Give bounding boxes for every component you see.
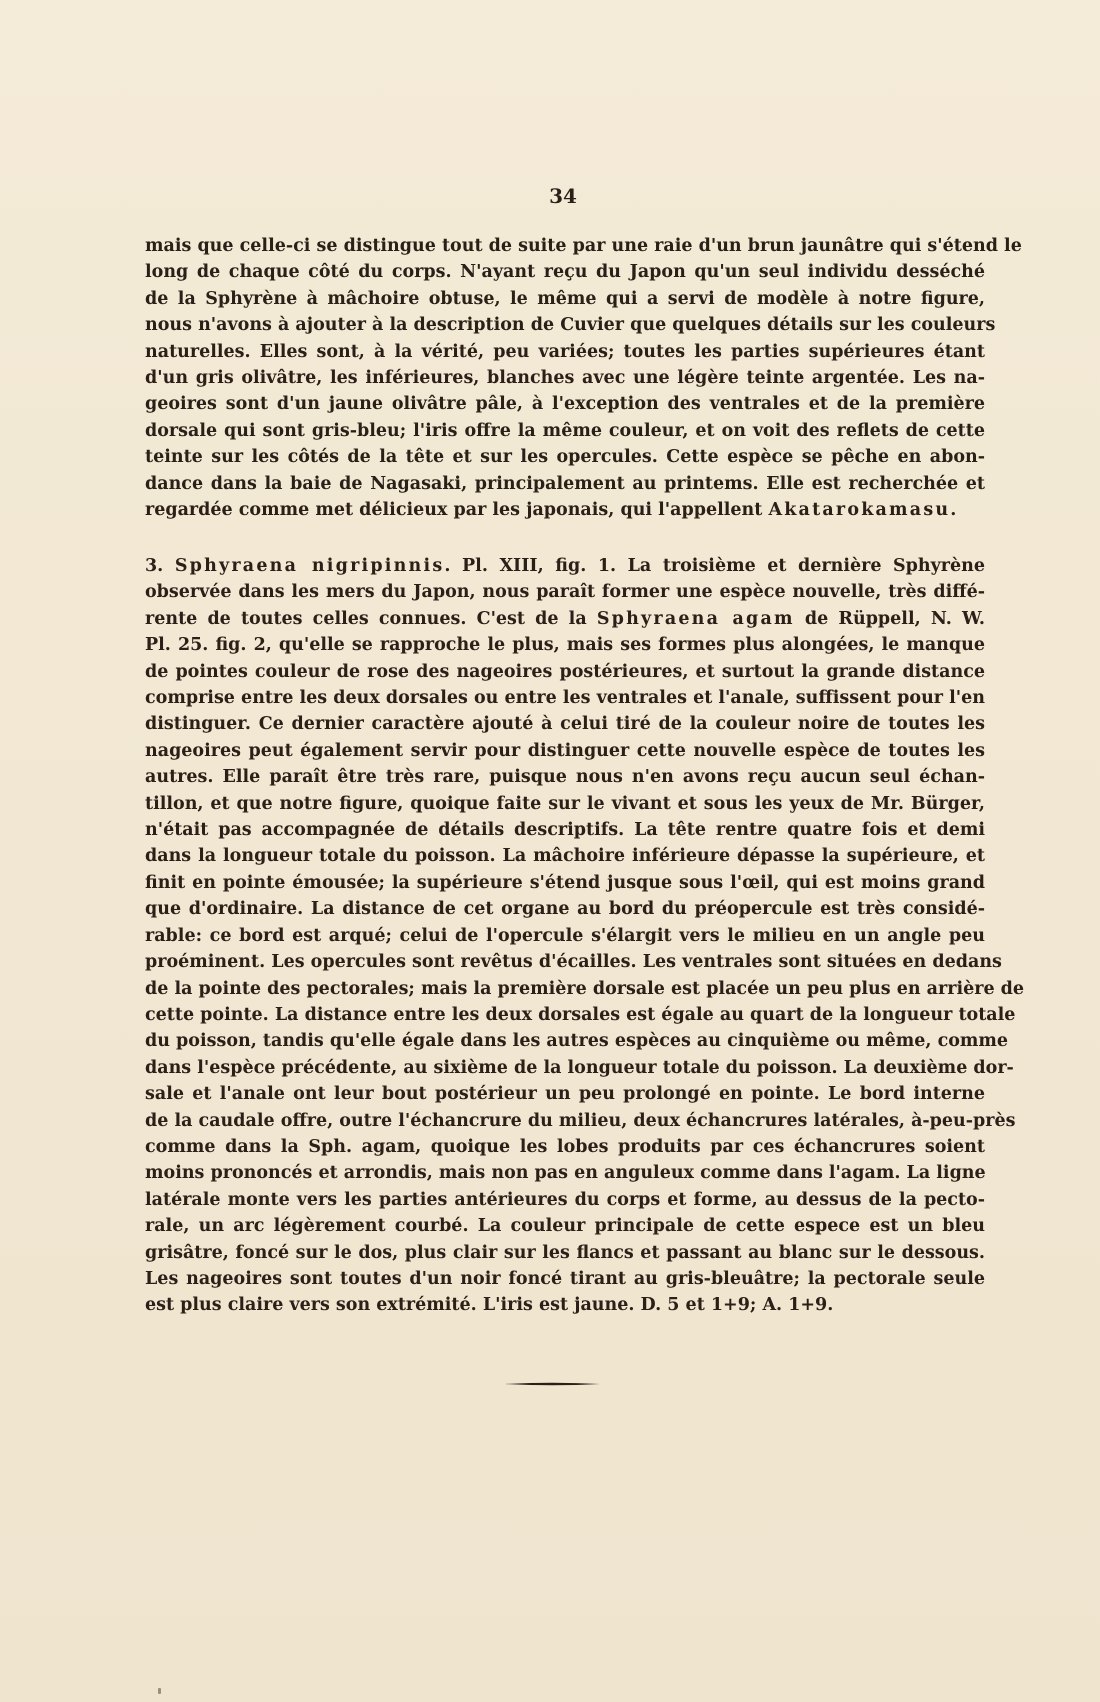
- text-run: regardée comme met délicieux par les japonais, qui l'appellent: [145, 500, 769, 521]
- text-line: de pointes couleur de rose des nageoires postérieures, et surtout la grande distance: [145, 661, 985, 682]
- text-line: tillon, et que notre figure, quoique faite sur le vivant et sous les yeux de Mr. Bürger,: [145, 793, 985, 814]
- text-line: proéminent. Les opercules sont revêtus d'écailles. Les ventrales sont situées en dedans: [145, 952, 1002, 973]
- text-line: comme dans la Sph. agam, quoique les lobes produits par ces échancrures soient: [145, 1136, 985, 1157]
- text-line: [145, 497, 985, 523]
- species-name: Sphyraena agam: [596, 608, 795, 629]
- text-line: sale et l'anale ont leur bout postérieur un peu prolongé en pointe. Le bord interne: [145, 1084, 985, 1105]
- text-line: moins prononcés et arrondis, mais non pas en anguleux comme dans l'agam. La ligne: [145, 1163, 986, 1184]
- text-line: nageoires peut également servir pour distinguer cette nouvelle espèce de toutes les: [145, 740, 985, 761]
- text-line: du poisson, tandis qu'elle égale dans les autres espèces au cinquième ou même, comme: [145, 1031, 1009, 1052]
- text-line: autres. Elle paraît être très rare, puisque nous n'en avons reçu aucun seul échan-: [145, 767, 985, 788]
- text-line: teinte sur les côtés de la tête et sur les opercules. Cette espèce se pêche en abon-: [145, 447, 985, 468]
- text-line: nous n'avons à ajouter à la description de Cuvier que quelques détails sur les couleurs: [145, 315, 996, 336]
- page-number: 34: [549, 184, 577, 208]
- text-line: [145, 553, 985, 579]
- text-line: finit en pointe émousée; la supérieure s'étend jusque sous l'œil, qui est moins grand: [145, 872, 985, 893]
- text-run: rente de toutes celles connues. C'est de la: [145, 608, 597, 629]
- text-line: n'était pas accompagnée de détails descriptifs. La tête rentre quatre fois et demi: [145, 820, 985, 841]
- text-line: est plus claire vers son extrémité. L'iris est jaune. D. 5 et 1+9; A. 1+9.: [145, 1295, 834, 1316]
- paragraph-1: [145, 233, 1022, 523]
- text-line: de la pointe des pectorales; mais la première dorsale est placée un peu plus en arrière de: [145, 978, 1025, 999]
- text-line: grisâtre, foncé sur le dos, plus clair sur les flancs et passant au blanc sur le dessous.: [145, 1242, 985, 1263]
- paragraph-2: [145, 553, 1025, 1319]
- text-line: latérale monte vers les parties antérieures du corps et forme, au dessus de la pecto-: [145, 1189, 985, 1210]
- text-line: d'un gris olivâtre, les inférieures, blanches avec une légère teinte argentée. Les na-: [145, 368, 985, 389]
- text-line: rale, un arc légèrement courbé. La couleur principale de cette espece est un bleu: [145, 1216, 985, 1237]
- text-line: observée dans les mers du Japon, nous paraît former une espèce nouvelle, très diffé-: [145, 582, 985, 603]
- section-number: 3.: [145, 556, 175, 576]
- paper-speck: [158, 1688, 161, 1694]
- text-line: rable: ce bord est arqué; celui de l'opercule s'élargit vers le milieu en un angle peu: [145, 925, 985, 946]
- text-line: Pl. 25. fig. 2, qu'elle se rapproche le plus, mais ses formes plus alongées, le manque: [145, 635, 985, 656]
- text-line: comprise entre les deux dorsales ou entre les ventrales et l'anale, suffissent pour l'en: [145, 688, 985, 709]
- text-line: [145, 606, 985, 632]
- text-line: long de chaque côté du corps. N'ayant reçu du Japon qu'un seul individu desséché: [145, 262, 985, 283]
- text-run: .: [950, 500, 957, 521]
- japanese-name: Akatarokamasu: [768, 500, 951, 521]
- text-line: dance dans la baie de Nagasaki, principalement au printems. Elle est recherchée et: [145, 473, 985, 494]
- species-name: Sphyraena nigripinnis: [174, 556, 445, 576]
- text-line: de la caudale offre, outre l'échancrure du milieu, deux échancrures latérales, à-peu-près: [145, 1110, 1016, 1131]
- text-line: cette pointe. La distance entre les deux dorsales est égale au quart de la longueur totale: [145, 1004, 1016, 1025]
- text-line: de la Sphyrène à mâchoire obtuse, le même qui a servi de modèle à notre figure,: [145, 288, 985, 309]
- text-line: geoires sont d'un jaune olivâtre pâle, à l'exception des ventrales et de la première: [145, 394, 985, 415]
- text-line: que d'ordinaire. La distance de cet organe au bord du préopercule est très considé-: [145, 899, 985, 920]
- text-line: distinguer. Ce dernier caractère ajouté à celui tiré de la couleur noire de toutes les: [145, 714, 985, 735]
- text-line: dorsale qui sont gris-bleu; l'iris offre la même couleur, et on voit des reflets de cette: [145, 420, 985, 441]
- text-line: dans la longueur totale du poisson. La mâchoire inférieure dépasse la supérieure, et: [145, 846, 985, 867]
- text-line: dans l'espèce précédente, au sixième de la longueur totale du poisson. La deuxième dor-: [145, 1057, 1014, 1078]
- text-run: de Rüppell, N. W.: [794, 608, 985, 629]
- text-line: Les nageoires sont toutes d'un noir foncé tirant au gris-bleuâtre; la pectorale seule: [145, 1268, 985, 1289]
- text-line: naturelles. Elles sont, à la vérité, peu variées; toutes les parties supérieures étant: [145, 341, 985, 362]
- text-line: mais que celle-ci se distingue tout de suite par une raie d'un brun jaunâtre qui s'étend le: [145, 236, 1022, 256]
- section-divider: [505, 1382, 600, 1386]
- text-run: . Pl. XIII, fig. 1. La troisième et dernière Sphyrène: [444, 556, 985, 576]
